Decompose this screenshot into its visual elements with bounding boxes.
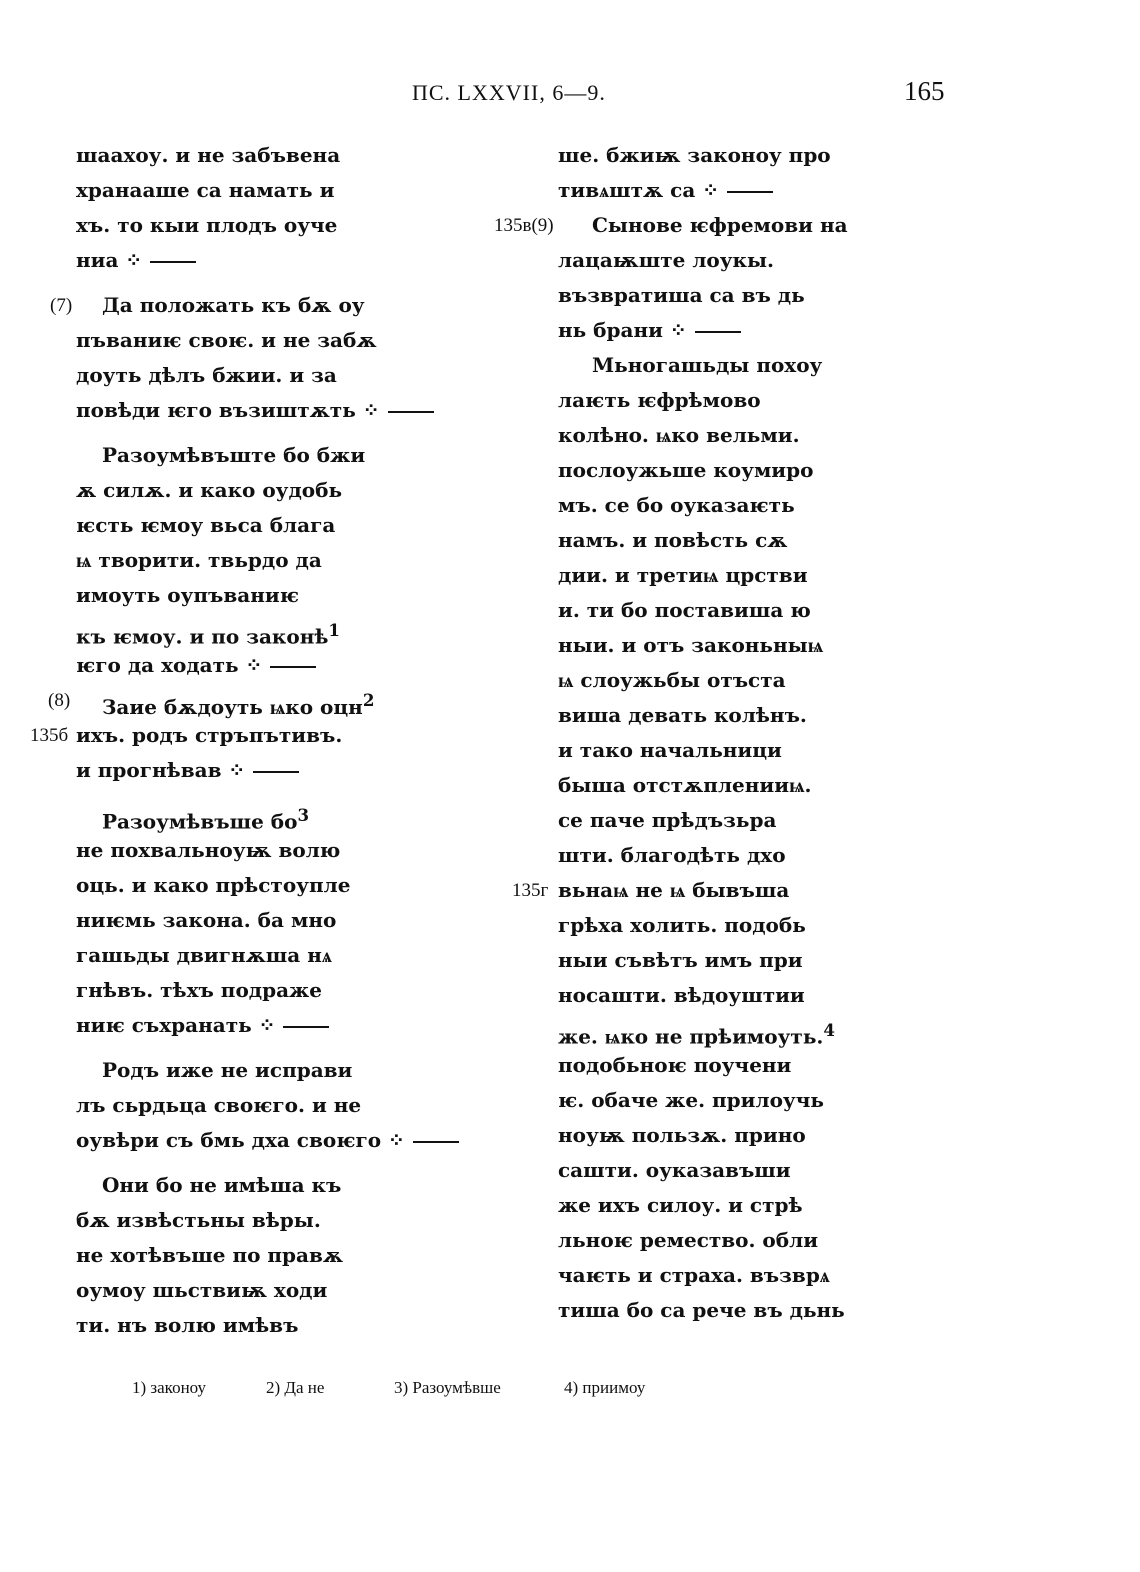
text-line: Родъ иже не исправи xyxy=(102,1058,353,1082)
ornament-dash xyxy=(270,666,316,668)
footnote-ref: 2 xyxy=(362,690,375,710)
ornament-dash xyxy=(253,771,299,773)
text-line: льноѥ ремество. обли xyxy=(558,1228,819,1252)
text-line: Мьногашьды похоу xyxy=(592,353,823,377)
text-line: 135в(9) Сынове ѥфремови на xyxy=(558,208,998,243)
text-line: гашьды двигнѫша нѧ xyxy=(76,943,332,967)
ornament-dash xyxy=(388,411,434,413)
text-line: послоужьше коумиро xyxy=(558,458,814,482)
left-column xyxy=(30,138,496,1343)
text-line: намъ. и повѣсть сѫ xyxy=(558,528,788,552)
text-line: лацаѭште лоукы. xyxy=(558,248,775,272)
text-line: ѩ творити. твьрдо да xyxy=(76,548,322,572)
text-line: ныи съвѣтъ имъ при xyxy=(558,948,803,972)
text-line: виша девать колѣнъ. xyxy=(558,703,807,727)
right-column xyxy=(494,138,998,1328)
text-line: мъ. се бо оуказаѥть xyxy=(558,493,795,517)
text-line: лаѥть ѥфрѣмово xyxy=(558,388,761,412)
text-line: оумоу шьствиѭ ходи xyxy=(76,1278,328,1302)
ornament-dash xyxy=(727,191,773,193)
text-line: ѥго да ходать ⁘ xyxy=(76,648,496,683)
text-line: 135б ихъ. родъ стръпътивъ. xyxy=(76,718,496,753)
verse-number: (8) xyxy=(48,690,71,711)
footnote: 1) законоу xyxy=(132,1378,207,1397)
text-line: оць. и како прѣстоупле xyxy=(76,873,351,897)
text-line: имоуть оупъваниѥ xyxy=(76,583,299,607)
footnote-ref: 1 xyxy=(328,620,340,640)
footnote: 4) приимоу xyxy=(564,1378,646,1397)
text-line: оувѣри съ бмь дха своѥго ⁘ xyxy=(76,1123,496,1158)
text-line: (8) Заие бѫдоуть ѩко оцн$^2$ xyxy=(76,683,496,718)
folio-marker: 135г xyxy=(512,880,549,901)
verse-number: (7) xyxy=(50,295,73,316)
text-line: Разоумѣвъше $бо^3$ xyxy=(102,805,310,834)
ornament-dash xyxy=(150,261,196,263)
text-line: грѣха холить. подобь xyxy=(558,913,806,937)
text-line: носашти. вѣдоуштии xyxy=(558,983,805,1007)
text-line: се паче прѣдъзьра xyxy=(558,808,777,832)
text-line: ниа ⁘ xyxy=(76,243,496,278)
text-line: ти. нъ волю имѣвъ xyxy=(76,1313,299,1337)
text-line: ниѥ съхранать ⁘ xyxy=(76,1008,496,1043)
folio-marker: 135в(9) xyxy=(494,215,554,236)
footnote: 3) Разоумѣвше xyxy=(394,1378,501,1397)
text-line: лъ сьрдьца своѥго. и не xyxy=(76,1093,362,1117)
text-line: нь брани ⁘ xyxy=(558,313,998,348)
text-line: бѫ извѣстьны вѣры. xyxy=(76,1208,321,1232)
text-line: Они бо не имѣша къ xyxy=(102,1173,342,1197)
text-line: хранааше са намать и xyxy=(76,178,335,202)
text-line: доуть дѣлъ бжии. и за xyxy=(76,363,337,387)
text-line: гнѣвъ. тѣхъ подраже xyxy=(76,978,322,1002)
text-line: не похвальноуѭ волю xyxy=(76,838,341,862)
text-line: ѫ силѫ. и како оудобь xyxy=(76,478,343,502)
text-line: тиша бо са рече въ дьнь xyxy=(558,1298,845,1322)
text-line: подобьноѥ поучени xyxy=(558,1053,792,1077)
text-line: сашти. оуказавъши xyxy=(558,1158,791,1182)
text-line: и прогнѣвав ⁘ xyxy=(76,753,496,788)
text-line: быша отстѫпленииѩ. xyxy=(558,773,812,797)
ornament-dash xyxy=(283,1026,329,1028)
text-line: повѣди ѥго възиштѫть ⁘ xyxy=(76,393,496,428)
text-line: (7) Да положать къ бѫ оу xyxy=(76,288,496,323)
text-line: ѥ. обаче же. прилоучь xyxy=(558,1088,824,1112)
page-number: 165 xyxy=(904,76,945,106)
folio-marker: 135б xyxy=(30,725,69,746)
text-line: и. ти бо поставиша ю xyxy=(558,598,811,622)
text-line: възвратиша са въ дь xyxy=(558,283,805,307)
footnote-ref: 3 xyxy=(297,805,310,825)
running-header: ПС. LXXVII, 6—9. xyxy=(412,80,606,105)
text-line: же. ѩко не прѣимоуть.$^4$ xyxy=(558,1020,835,1049)
text-line: ныи. и отъ законьныѩ xyxy=(558,633,824,657)
text-line: колѣно. ѩко вельми. xyxy=(558,423,800,447)
text-line: 135г вьнаѩ не ѩ бывъша xyxy=(558,873,998,908)
text-line: и тако начальници xyxy=(558,738,782,762)
ornament-dash xyxy=(413,1141,459,1143)
text-line: ѥсть ѥмоу вьса блага xyxy=(76,513,336,537)
text-line: не хотѣвъше по правѫ xyxy=(76,1243,344,1267)
text-line: дии. и третиѩ црстви xyxy=(558,563,808,587)
text-line: Разоумѣвъште бо бжи xyxy=(102,443,366,467)
text-line: шаахоу. и не забъвена xyxy=(76,143,341,167)
ornament-dash xyxy=(695,331,741,333)
text-line: къ ѥмоу. и по законѣ$^1$ xyxy=(76,620,340,649)
text-line: пъваниѥ своѥ. и не забѫ xyxy=(76,328,377,352)
footnote-ref: 4 xyxy=(823,1020,835,1040)
text-line: ноуѭ пользѫ. прино xyxy=(558,1123,806,1147)
text-line: шти. благодѣть дхо xyxy=(558,843,786,867)
footnote: 2) Да не xyxy=(266,1378,325,1397)
text-line: хъ. то кыи плодъ оуче xyxy=(76,213,338,237)
text-line: ѩ слоужьбы отъста xyxy=(558,668,786,692)
text-line: чаѥть и страха. възврѧ xyxy=(558,1263,830,1287)
text-line: тивѧштѫ са ⁘ xyxy=(558,173,998,208)
text-line: же ихъ силоу. и стрѣ xyxy=(558,1193,803,1217)
text-line: ниѥмь закона. ба мно xyxy=(76,908,337,932)
text-line: ше. бжиѭ законоу про xyxy=(558,143,831,167)
